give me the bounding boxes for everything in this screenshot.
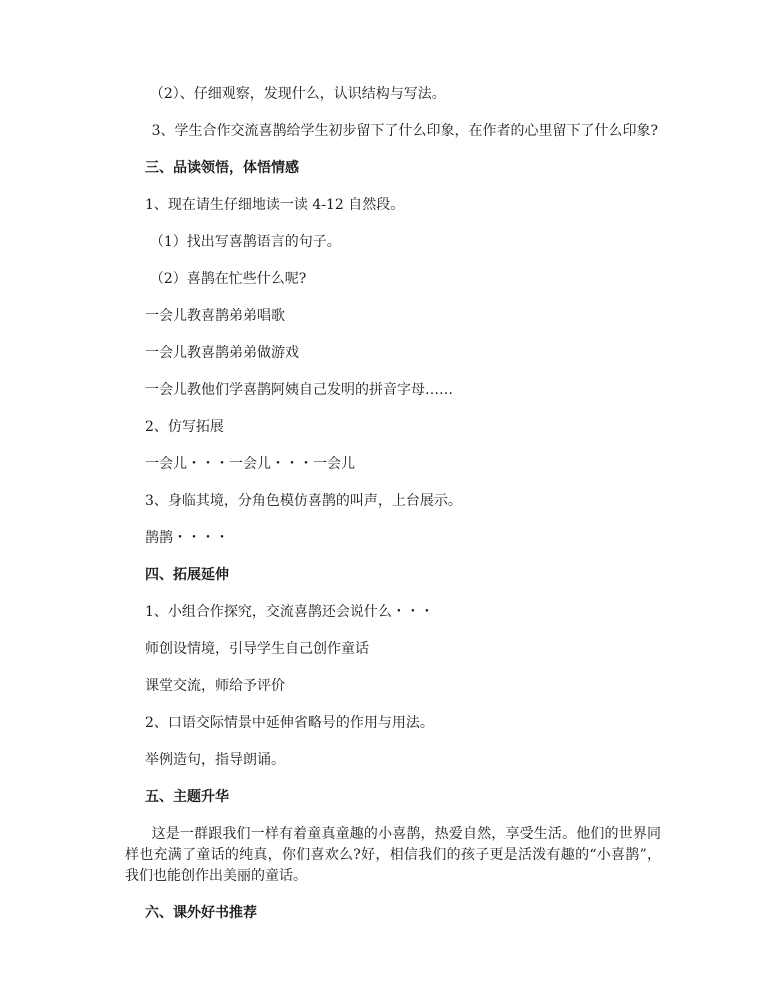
- paragraph: 一会儿教他们学喜鹊阿姨自己发明的拼音字母……: [145, 382, 453, 398]
- document-body: [125, 84, 661, 940]
- paragraph: （2）、仔细观察，发现什么，认识结构与写法。: [149, 86, 446, 102]
- paragraph: 一会儿・・・一会儿・・・一会儿: [145, 456, 355, 472]
- paragraph: 举例造句，指导朗诵。: [145, 752, 285, 768]
- paragraph: 鹊鹊・・・・: [145, 530, 229, 546]
- paragraph: （1）找出写喜鹊语言的句子。: [149, 234, 341, 250]
- paragraph: 1、小组合作探究，交流喜鹊还会说什么・・・: [145, 604, 434, 620]
- section-heading: 六、课外好书推荐: [145, 905, 257, 921]
- paragraph: 3、身临其境，分角色模仿喜鹊的叫声，上台展示。: [145, 493, 462, 509]
- section-heading: 四、拓展延伸: [145, 567, 229, 583]
- paragraph: 师创设情境，引导学生自己创作童话: [145, 641, 369, 657]
- paragraph: 2、口语交际情景中延伸省略号的作用与用法。: [145, 715, 434, 731]
- paragraph: 这是一群跟我们一样有着童真童趣的小喜鹊，热爱自然，享受生活。他们的世界同样也充满了童话的纯真，你们喜欢么?好，相信我们的孩子更是活泼有趣的“小喜鹊”，我们也能创作出美丽的童话。: [125, 826, 661, 884]
- paragraph: （2）喜鹊在忙些什么呢?: [149, 271, 307, 287]
- paragraph: 一会儿教喜鹊弟弟唱歌: [145, 308, 285, 324]
- paragraph: 课堂交流，师给予评价: [145, 678, 285, 694]
- paragraph: 一会儿教喜鹊弟弟做游戏: [145, 345, 299, 361]
- paragraph: 1、现在请生仔细地读一读 4-12 自然段。: [145, 197, 405, 213]
- section-heading: 三、品读领悟，体悟情感: [145, 160, 299, 176]
- paragraph: 2、仿写拓展: [145, 419, 224, 435]
- paragraph: 3、学生合作交流喜鹊给学生初步留下了什么印象，在作者的心里留下了什么印象?: [151, 123, 659, 139]
- section-heading: 五、主题升华: [145, 789, 229, 805]
